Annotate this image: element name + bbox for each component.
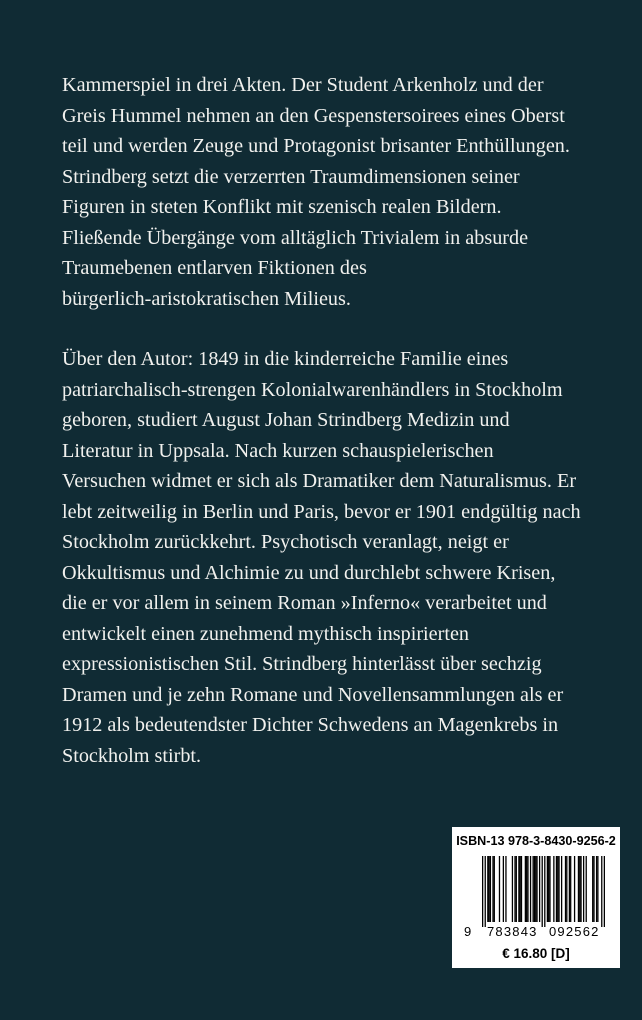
- isbn-label: ISBN-13 978-3-8430-9256-2: [456, 834, 616, 848]
- barcode-bars: [482, 856, 605, 927]
- barcode-bar: [499, 856, 500, 922]
- barcode-bar: [503, 856, 504, 922]
- barcode-bar: [586, 856, 587, 922]
- barcode-bar: [579, 856, 580, 922]
- barcode-bar: [514, 856, 515, 922]
- price-label: € 16.80 [D]: [502, 946, 570, 961]
- barcode-bar: [570, 856, 571, 922]
- barcode-bar: [592, 856, 593, 922]
- barcode-bar: [578, 856, 579, 922]
- barcode-bar: [580, 856, 581, 922]
- barcode-bar: [561, 856, 562, 922]
- barcode-bar: [487, 856, 488, 922]
- barcode-bar: [536, 856, 537, 922]
- barcode-digit-first: 9: [464, 924, 472, 939]
- barcode-bar: [542, 856, 543, 927]
- barcode-bar: [490, 856, 491, 922]
- author-bio-paragraph: Über den Autor: 1849 in die kinderreiche Familie eines patriarchalisch-strengen Kolonialwarenhändlers in Stockholm geboren, studiert August Johan Strindberg Medizin und Literatur in Uppsala. Nach kurzen schauspielerischen Versuchen widmet er sich als Dramatiker dem Naturalismus. Er lebt zeitweilig in Berlin und Paris, bevor er 1901 endgültig nach Stockholm zurückkehrt. Psychotisch veranlagt, neigt er Okkultismus und Alchimie zu und durchlebt schwere Krisen, die er vor allem in seinem Roman »Inferno« verarbeitet und entwickelt einen zunehmend mythisch inspirierten expressionistischen Stil. Strindberg hinterlässt über sechzig Dramen und je zehn Romane und Novellensammlungen als er 1912 als bedeutendster Dichter Schwedens an Magenkrebs in Stockholm stirbt.: [62, 348, 581, 767]
- barcode-bar: [488, 856, 489, 922]
- barcode-bar: [569, 856, 570, 922]
- barcode-bar: [532, 856, 533, 922]
- barcode-bar: [512, 856, 513, 922]
- barcode-bar: [557, 856, 558, 922]
- barcode-bar: [516, 856, 517, 922]
- barcode-bar: [525, 856, 526, 922]
- barcode-digits-right: 092562: [549, 924, 600, 939]
- barcode-bar: [518, 856, 519, 922]
- barcode-bar: [547, 856, 548, 922]
- barcode-bar: [530, 856, 531, 922]
- barcode-bar: [485, 856, 486, 927]
- barcode-bar: [593, 856, 594, 922]
- barcode-bar: [597, 856, 598, 922]
- barcode-bar: [526, 856, 527, 922]
- barcode-bar: [549, 856, 550, 922]
- barcode-bar: [558, 856, 559, 922]
- barcode-bar: [556, 856, 557, 922]
- barcode-bar: [527, 856, 528, 922]
- barcode-bar: [566, 856, 567, 922]
- barcode-bar: [596, 856, 597, 922]
- barcode-bar: [553, 856, 554, 922]
- barcode-bar: [534, 856, 535, 922]
- barcode-bar: [520, 856, 521, 922]
- barcode-bar: [574, 856, 575, 922]
- barcode-bar: [492, 856, 493, 922]
- synopsis-paragraph: Kammerspiel in drei Akten. Der Student Arkenholz und der Greis Hummel nehmen an den Gespenstersoirees eines Oberst teil und werden Zeuge und Protagonist brisanter Enthüllungen. Strindberg setzt die verzerrten Traumdimensionen seiner Figuren in steten Konflikt mit szenisch realen Bildern. Fließende Übergänge vom alltäglich Trivialem in absurde Traumebenen entlarven Fiktionen des bürgerlich-aristokratischen Milieus.: [62, 74, 570, 310]
- barcode-bar: [521, 856, 522, 922]
- barcode-bar: [544, 856, 545, 927]
- isbn-barcode-box: [452, 827, 620, 968]
- barcode-bar: [482, 856, 483, 927]
- barcode-bar: [539, 856, 540, 922]
- barcode-bar: [548, 856, 549, 922]
- barcode-bar: [565, 856, 566, 922]
- barcode-bar: [601, 856, 602, 927]
- barcode-bar: [494, 856, 495, 922]
- book-description: [62, 70, 622, 801]
- barcode-digits-left: 783843: [487, 924, 538, 939]
- barcode-digits: [464, 924, 614, 938]
- barcode-bar: [535, 856, 536, 922]
- barcode-bar: [583, 856, 584, 922]
- barcode-bar: [505, 856, 506, 922]
- barcode-bar: [604, 856, 605, 927]
